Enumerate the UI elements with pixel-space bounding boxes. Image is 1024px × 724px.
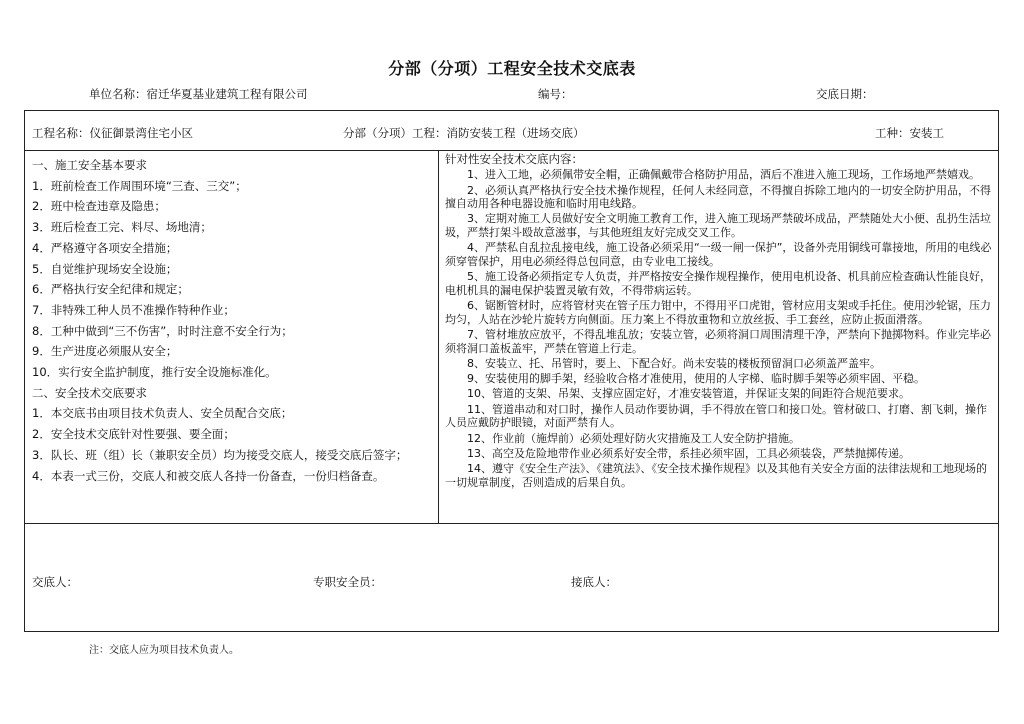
unit-name: 单位名称：宿迁华夏基业建筑工程有限公司 (89, 87, 308, 101)
left-item: 9．生产进度必须服从安全； (32, 344, 178, 359)
left-item: 4．严格遵守各项安全措施； (32, 240, 178, 255)
left-item: 2．安全技术交底针对性要强、要全面； (32, 427, 235, 442)
right-item: 3、定期对施工人员做好安全文明施工教育工作，进入施工现场严禁破坏成品，严禁随处大小便、乱扔生活垃圾，严禁打架斗殴故意滋事，与其他班组友好完成交叉工作。 (445, 212, 991, 240)
discloser-signature: 交底人： (32, 575, 78, 589)
disclosure-date: 交底日期： (816, 87, 874, 101)
right-item: 6、锯断管材时，应将管材夹在管子压力钳中，不得用平口虎钳，管材应用支架或手托住。使用沙轮锯，压力均匀，人站在沙轮片旋转方向侧面。压力案上不得放重物和立放丝扳、手工套丝，应防止扳面滑落。 (445, 299, 991, 326)
right-item: 11、管道串动和对口时，操作人员动作要协调，手不得放在管口和接口处。管材破口、打磨、割飞刺，操作人员应戴防护眼镜，对面严禁有人。 (445, 402, 987, 430)
left-item: 6．严格执行安全纪律和规定； (32, 282, 189, 297)
footnote: 注：交底人应为项目技术负责人。 (89, 645, 239, 656)
right-item: 2、必须认真严格执行安全技术操作规程，任何人未经同意，不得擅自拆除工地内的一切安全防护用品，不得擅自动用各种电器设施和临时用电线路。 (445, 183, 991, 211)
left-item: 8．工种中做到“三不伤害”，时时注意不安全行为； (32, 323, 293, 338)
left-item: 4．本表一式三份，交底人和被交底人各持一份备查，一份归档备查。 (32, 468, 385, 483)
right-item: 9、安装使用的脚手架，经验收合格才准使用，使用的人字梯、临时脚手架等必须牢固、平稳。 (467, 372, 925, 386)
right-heading: 针对性安全技术交底内容： (445, 152, 583, 166)
right-item: 13、高空及危险地带作业必须系好安全带，系挂必须牢固，工具必须装袋，严禁抛掷传递。 (467, 446, 910, 460)
left-item: 1．本交底书由项目技术负责人、安全员配合交底； (32, 406, 293, 421)
left-item: 7．非特殊工种人员不准操作特种作业； (32, 302, 235, 317)
safety-officer-signature: 专职安全员： (313, 575, 382, 589)
project-info-row (25, 111, 998, 151)
right-item: 14、遵守《安全生产法》、《建筑法》、《安全技术操作规程》以及其他有关安全方面的法律法规和工地现场的一切规章制度，否则造成的后果自负。 (445, 462, 987, 489)
right-item: 8、安装立、托、吊管时，要上、下配合好。尚未安装的楼板预留洞口必须盖严盖牢。 (467, 356, 881, 370)
left-item: 2．班中检查违章及隐患； (32, 199, 166, 214)
right-item: 7、管材堆放应放平，不得乱堆乱放；安装立管，必须将洞口周围清理干净，严禁向下抛掷物料。作业完毕必须将洞口盖板盖牢，严禁在管道上行走。 (445, 327, 991, 355)
receiver-signature: 接底人： (571, 575, 617, 589)
basic-requirements-column (25, 151, 439, 523)
right-item: 12、作业前（施焊前）必须处理好防火灾措施及工人安全防护措施。 (467, 431, 800, 445)
left-item: 一、施工安全基本要求 (32, 158, 147, 172)
subproject-name: 分部（分项）工程：消防安装工程（进场交底） (343, 126, 585, 140)
left-item: 3．队长、班（组）长（兼职安全员）均为接受交底人，接受交底后签字； (32, 447, 408, 462)
left-item: 3．班后检查工完、料尽、场地清； (32, 220, 212, 235)
right-item: 1、进入工地，必须佩带安全帽，正确佩戴带合格防护用品，酒后不准进入施工现场，工作场地严禁嬉戏。 (467, 168, 980, 182)
right-item: 4、严禁私自乱拉乱接电线，施工设备必须采用“一级一闸一保护”，设备外壳用铜线可靠接地，所用的电线必须穿管保护，用电必须经得总包同意，由专业电工接线。 (445, 241, 992, 268)
left-item: 10．实行安全监护制度，推行安全设施标准化。 (32, 365, 277, 380)
right-item: 5、施工设备必须指定专人负责，并严格按安全操作规程操作，使用电机设备、机具前应检查确认性能良好，电机机具的漏电保护装置灵敏有效，不得带病运转。 (445, 270, 991, 297)
signature-row (25, 523, 998, 631)
right-item: 10、管道的支架、吊架、支撑应固定好，才准安装管道，并保证支架的间距符合规范要求。 (467, 387, 910, 401)
disclosure-table (24, 110, 999, 632)
trade-type: 工种：安装工 (875, 126, 944, 140)
form-number: 编号： (538, 87, 573, 101)
specific-safety-content-column (439, 151, 1000, 523)
left-item: 5．自觉维护现场安全设施； (32, 261, 178, 276)
project-name: 工程名称：仪征御景湾住宅小区 (32, 126, 193, 140)
document-title: 分部（分项）工程安全技术交底表 (388, 59, 636, 78)
left-item: 二、安全技术交底要求 (32, 385, 147, 400)
left-item: 1．班前检查工作周围环境“三查、三交”； (32, 178, 247, 193)
